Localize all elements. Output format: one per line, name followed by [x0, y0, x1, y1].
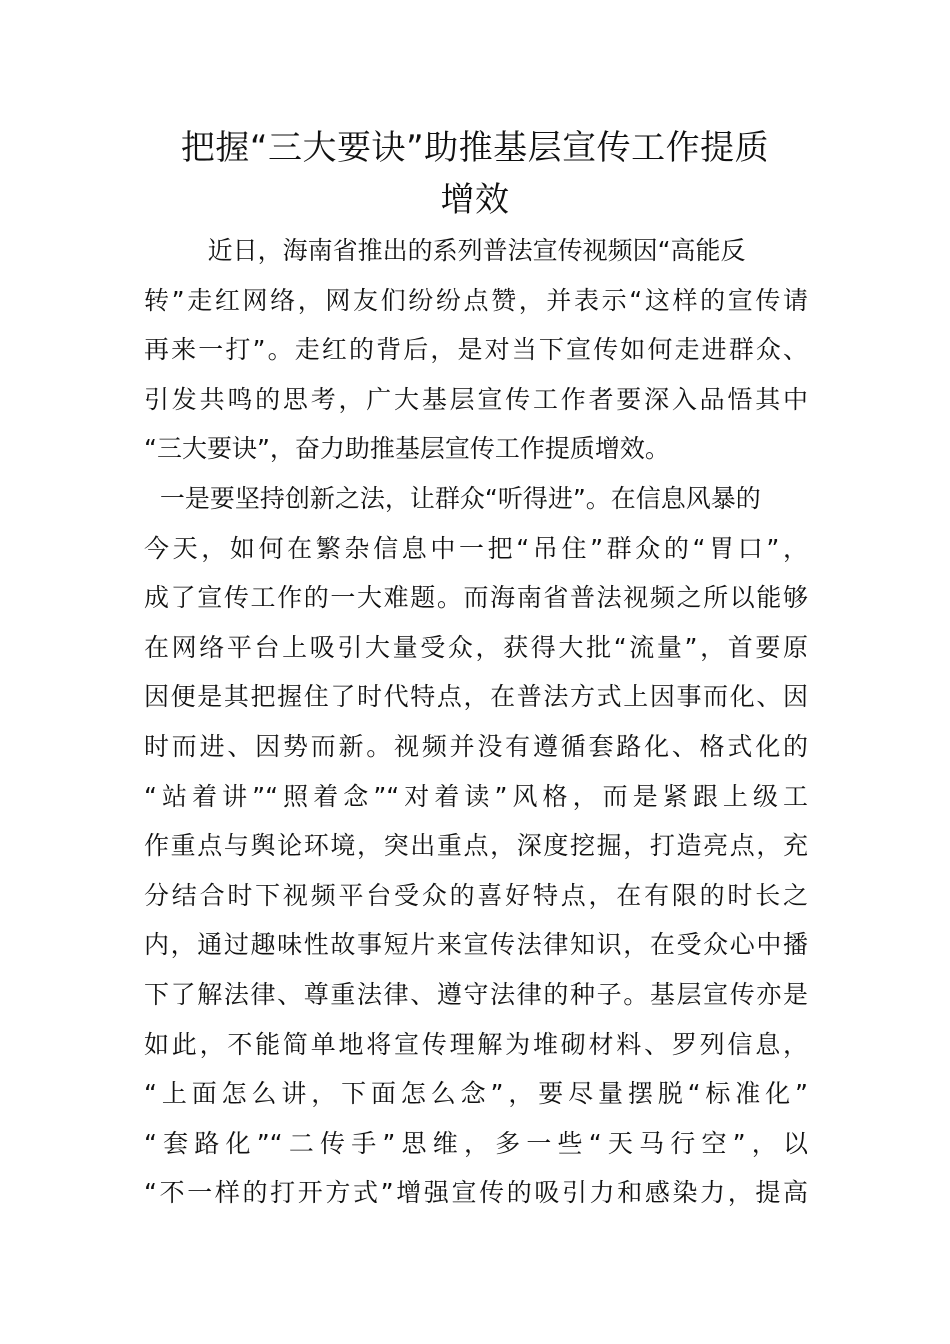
paragraph-line: “套路化”“二传手”思维，多一些“天马行空”，以 — [144, 1128, 808, 1158]
paragraph-line: 下了解法律、尊重法律、遵守法律的种子。基层宣传亦是 — [144, 979, 808, 1009]
paragraph-line: 分结合时下视频平台受众的喜好特点，在有限的时长之 — [144, 880, 808, 910]
paragraph-line: 因便是其把握住了时代特点，在普法方式上因事而化、因 — [144, 682, 808, 712]
paragraph-line: 时而进、因势而新。视频并没有遵循套路化、格式化的 — [144, 731, 808, 761]
paragraph-line: 今天，如何在繁杂信息中一把“吊住”群众的“胃口”， — [144, 533, 808, 563]
title-line-2: 增效 — [440, 180, 510, 220]
paragraph-line: 一是要坚持创新之法，让群众“听得进”。在信息风暴的 — [144, 483, 761, 513]
paragraph-line: 如此，不能简单地将宣传理解为堆砌材料、罗列信息， — [144, 1029, 808, 1059]
paragraph-line: 再来一打”。走红的背后，是对当下宣传如何走进群众、 — [144, 335, 808, 365]
document-title — [140, 122, 810, 226]
paragraph-line: 作重点与舆论环境，突出重点，深度挖掘，打造亮点，充 — [144, 831, 808, 861]
paragraph-line: 在网络平台上吸引大量受众，获得大批“流量”，首要原 — [144, 632, 808, 662]
paragraph-line: “上面怎么讲，下面怎么念”，要尽量摆脱“标准化” — [144, 1079, 808, 1109]
paragraph-line: 转”走红网络，网友们纷纷点赞，并表示“这样的宣传请 — [144, 285, 808, 315]
paragraph-line: 成了宣传工作的一大难题。而海南省普法视频之所以能够 — [144, 583, 808, 613]
paragraph-line: “站着讲”“照着念”“对着读”风格，而是紧跟上级工 — [144, 781, 808, 811]
article-body — [144, 226, 808, 1218]
paragraph-line: “不一样的打开方式”增强宣传的吸引力和感染力，提高 — [144, 1178, 808, 1208]
paragraph-line: 近日，海南省推出的系列普法宣传视频因“高能反 — [144, 236, 746, 265]
paragraph-line: “三大要诀”，奋力助推基层宣传工作提质增效。 — [144, 434, 670, 464]
title-line-1: 把握“三大要诀”助推基层宣传工作提质 — [180, 128, 770, 168]
paragraph-line: 内，通过趣味性故事短片来宣传法律知识，在受众心中播 — [144, 930, 808, 960]
paragraph-line: 引发共鸣的思考，广大基层宣传工作者要深入品悟其中 — [144, 384, 808, 414]
